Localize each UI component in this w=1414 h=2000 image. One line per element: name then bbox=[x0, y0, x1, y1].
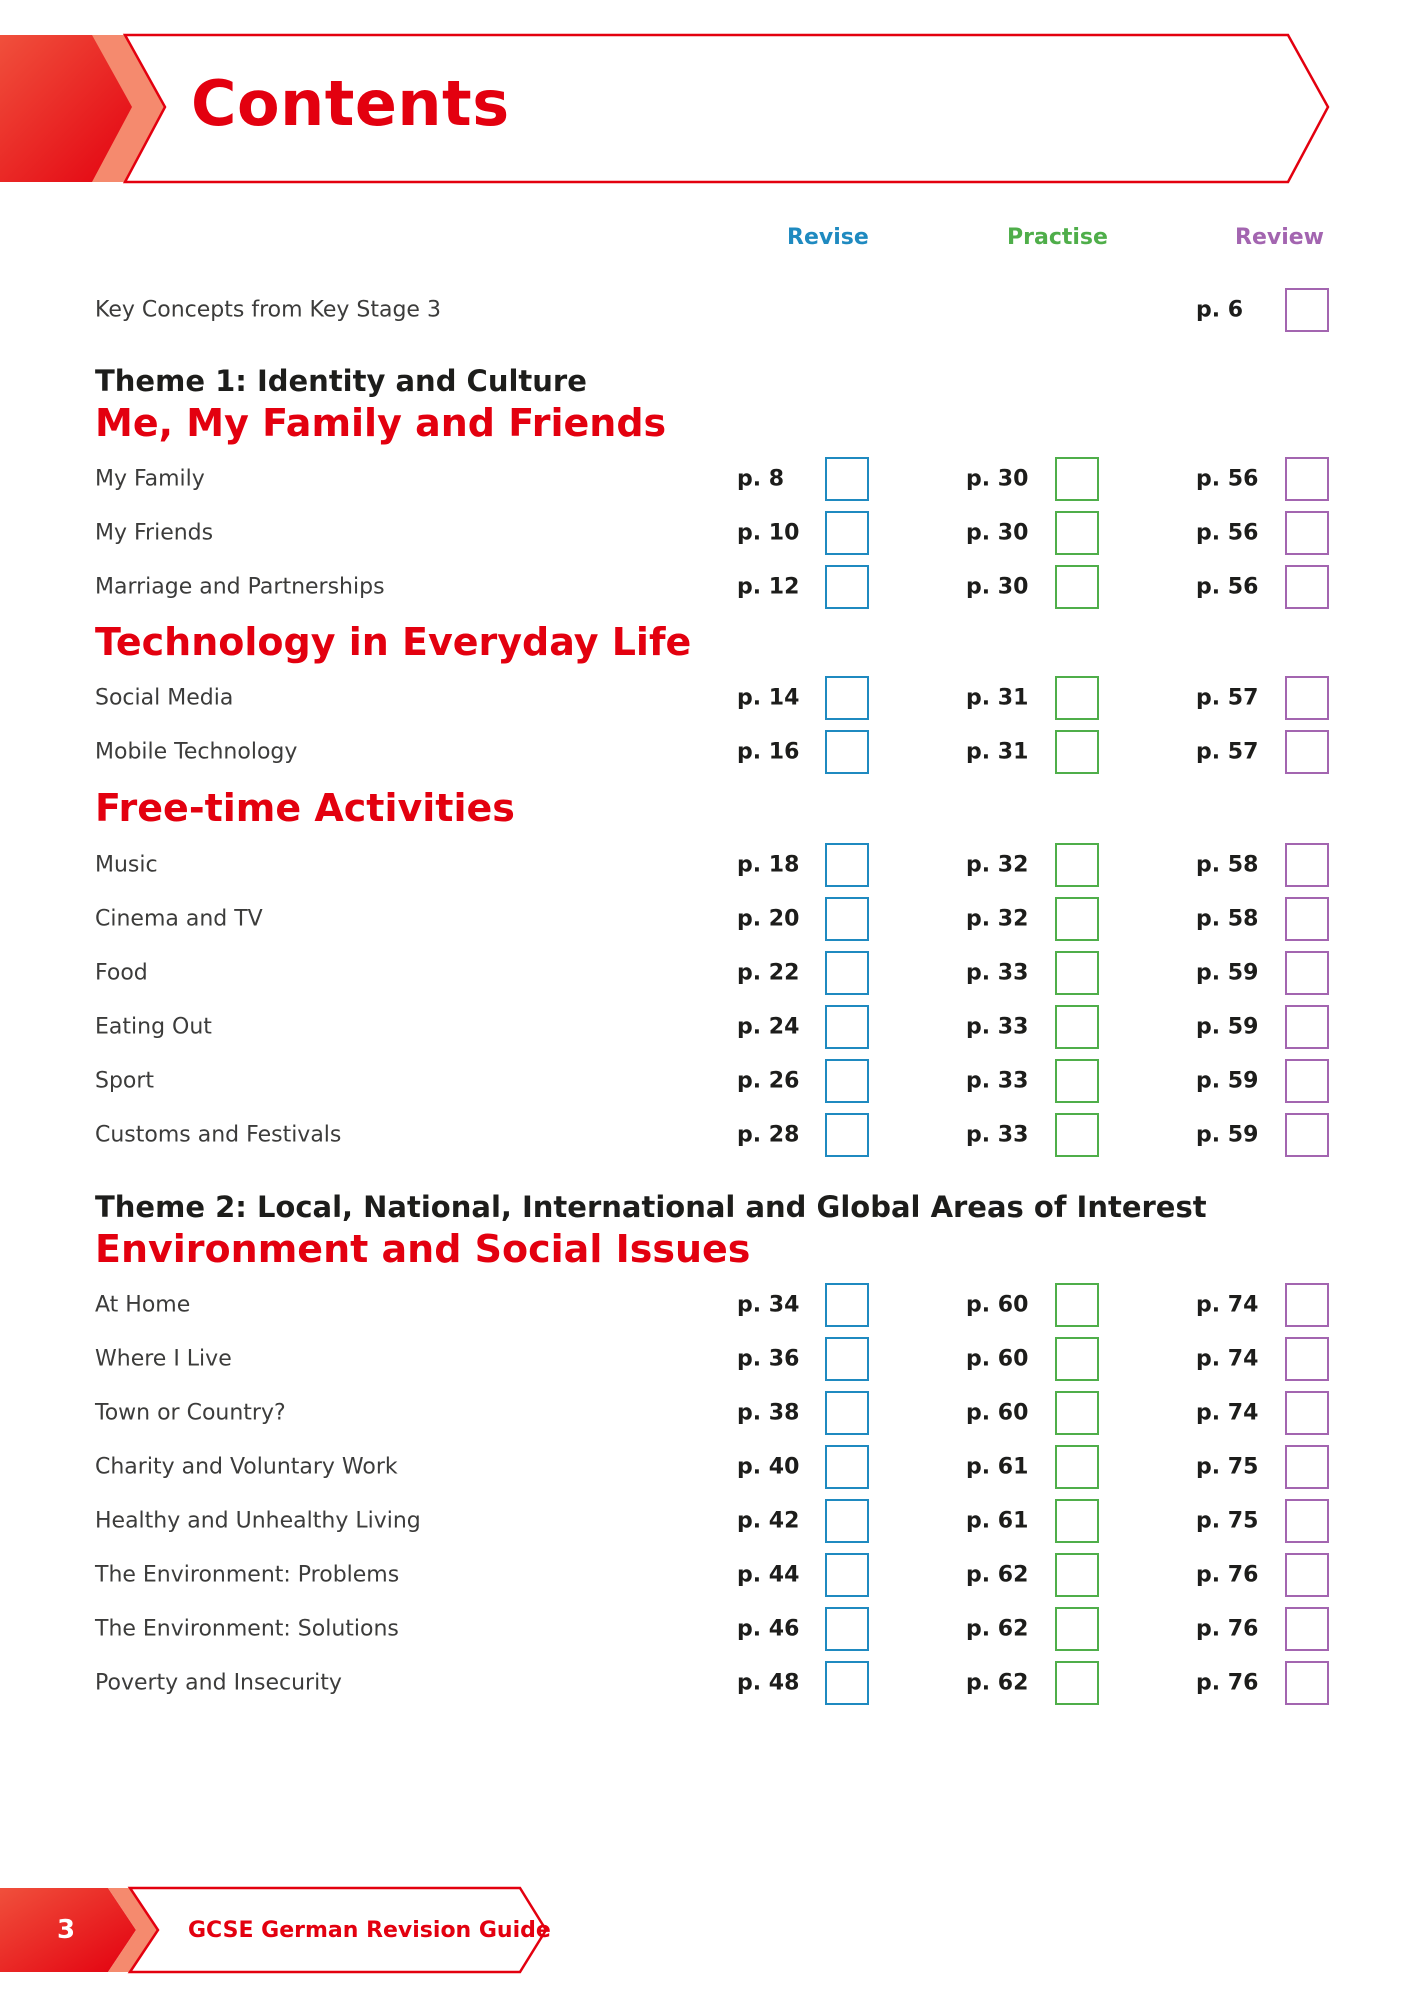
table-row bbox=[0, 1548, 1414, 1602]
table-row bbox=[0, 1108, 1414, 1162]
table-row bbox=[0, 560, 1414, 614]
theme-title: Theme 1: Identity and Culture bbox=[95, 364, 587, 398]
row-label: Town or Country? bbox=[95, 1400, 286, 1426]
page-title: Contents bbox=[191, 67, 510, 140]
section-title: Free-time Activities bbox=[95, 786, 515, 830]
practise-page-ref: p. 61 bbox=[966, 1454, 1029, 1480]
revise-page-ref: p. 20 bbox=[737, 906, 800, 932]
revise-page-ref: p. 46 bbox=[737, 1616, 800, 1642]
revise-page-ref: p. 24 bbox=[737, 1014, 800, 1040]
practise-page-ref: p. 33 bbox=[966, 1068, 1029, 1094]
review-page-ref: p. 76 bbox=[1196, 1616, 1259, 1642]
review-checkbox[interactable] bbox=[1285, 288, 1329, 332]
review-page-ref: p. 74 bbox=[1196, 1346, 1259, 1372]
review-page-ref: p. 58 bbox=[1196, 852, 1259, 878]
revise-page-ref: p. 40 bbox=[737, 1454, 800, 1480]
review-checkbox[interactable] bbox=[1285, 676, 1329, 720]
revise-page-ref: p. 10 bbox=[737, 520, 800, 546]
practise-page-ref: p. 60 bbox=[966, 1400, 1029, 1426]
row-label: Customs and Festivals bbox=[95, 1122, 342, 1148]
review-checkbox[interactable] bbox=[1285, 1607, 1329, 1651]
row-label: Charity and Voluntary Work bbox=[95, 1454, 398, 1480]
review-page-ref: p. 56 bbox=[1196, 466, 1259, 492]
revise-checkbox[interactable] bbox=[825, 676, 869, 720]
table-row bbox=[0, 1440, 1414, 1494]
theme-title: Theme 2: Local, National, International and Global Areas of Interest bbox=[95, 1190, 1207, 1224]
column-header-revise: Revise bbox=[787, 225, 869, 250]
table-row bbox=[0, 892, 1414, 946]
practise-checkbox[interactable] bbox=[1055, 565, 1099, 609]
practise-page-ref: p. 30 bbox=[966, 466, 1029, 492]
book-title: GCSE German Revision Guide bbox=[188, 1918, 551, 1943]
revise-checkbox[interactable] bbox=[825, 1113, 869, 1157]
revise-checkbox[interactable] bbox=[825, 1005, 869, 1049]
table-row bbox=[0, 452, 1414, 506]
review-page-ref: p. 59 bbox=[1196, 1068, 1259, 1094]
review-checkbox[interactable] bbox=[1285, 843, 1329, 887]
practise-page-ref: p. 32 bbox=[966, 852, 1029, 878]
practise-checkbox[interactable] bbox=[1055, 1337, 1099, 1381]
revise-checkbox[interactable] bbox=[825, 565, 869, 609]
practise-page-ref: p. 60 bbox=[966, 1292, 1029, 1318]
table-row bbox=[0, 946, 1414, 1000]
review-page-ref: p. 74 bbox=[1196, 1292, 1259, 1318]
row-label: Key Concepts from Key Stage 3 bbox=[95, 297, 441, 323]
table-row bbox=[0, 838, 1414, 892]
revise-checkbox[interactable] bbox=[825, 457, 869, 501]
practise-checkbox[interactable] bbox=[1055, 1391, 1099, 1435]
practise-page-ref: p. 30 bbox=[966, 574, 1029, 600]
row-label: Eating Out bbox=[95, 1014, 212, 1040]
page-number: 3 bbox=[57, 1915, 76, 1945]
row-label: The Environment: Solutions bbox=[95, 1616, 399, 1642]
review-page-ref: p. 75 bbox=[1196, 1454, 1259, 1480]
revise-page-ref: p. 16 bbox=[737, 739, 800, 765]
revise-page-ref: p. 42 bbox=[737, 1508, 800, 1534]
review-page-ref: p. 76 bbox=[1196, 1670, 1259, 1696]
revise-checkbox[interactable] bbox=[825, 1607, 869, 1651]
practise-checkbox[interactable] bbox=[1055, 457, 1099, 501]
practise-page-ref: p. 62 bbox=[966, 1670, 1029, 1696]
column-header-review: Review bbox=[1235, 225, 1324, 250]
review-page-ref: p. 59 bbox=[1196, 1014, 1259, 1040]
practise-checkbox[interactable] bbox=[1055, 1553, 1099, 1597]
review-checkbox[interactable] bbox=[1285, 1059, 1329, 1103]
review-page-ref: p. 59 bbox=[1196, 1122, 1259, 1148]
table-row bbox=[0, 1000, 1414, 1054]
revise-page-ref: p. 44 bbox=[737, 1562, 800, 1588]
practise-checkbox[interactable] bbox=[1055, 1661, 1099, 1705]
review-checkbox[interactable] bbox=[1285, 1553, 1329, 1597]
review-checkbox[interactable] bbox=[1285, 1283, 1329, 1327]
row-label: Sport bbox=[95, 1068, 155, 1094]
revise-page-ref: p. 22 bbox=[737, 960, 800, 986]
revise-page-ref: p. 34 bbox=[737, 1292, 800, 1318]
practise-checkbox[interactable] bbox=[1055, 897, 1099, 941]
revise-checkbox[interactable] bbox=[825, 730, 869, 774]
review-checkbox[interactable] bbox=[1285, 1337, 1329, 1381]
review-checkbox[interactable] bbox=[1285, 1113, 1329, 1157]
practise-checkbox[interactable] bbox=[1055, 1499, 1099, 1543]
revise-page-ref: p. 36 bbox=[737, 1346, 800, 1372]
review-checkbox[interactable] bbox=[1285, 457, 1329, 501]
practise-page-ref: p. 33 bbox=[966, 1014, 1029, 1040]
review-checkbox[interactable] bbox=[1285, 511, 1329, 555]
revise-checkbox[interactable] bbox=[825, 843, 869, 887]
review-checkbox[interactable] bbox=[1285, 1499, 1329, 1543]
practise-checkbox[interactable] bbox=[1055, 730, 1099, 774]
practise-page-ref: p. 62 bbox=[966, 1562, 1029, 1588]
practise-checkbox[interactable] bbox=[1055, 1283, 1099, 1327]
revise-page-ref: p. 18 bbox=[737, 852, 800, 878]
revise-checkbox[interactable] bbox=[825, 511, 869, 555]
practise-page-ref: p. 62 bbox=[966, 1616, 1029, 1642]
key-concepts-row bbox=[0, 283, 1414, 337]
review-page-ref: p. 76 bbox=[1196, 1562, 1259, 1588]
review-checkbox[interactable] bbox=[1285, 1391, 1329, 1435]
practise-checkbox[interactable] bbox=[1055, 951, 1099, 995]
revise-checkbox[interactable] bbox=[825, 951, 869, 995]
table-row bbox=[0, 1332, 1414, 1386]
row-label: Cinema and TV bbox=[95, 906, 263, 932]
practise-checkbox[interactable] bbox=[1055, 1445, 1099, 1489]
table-row bbox=[0, 671, 1414, 725]
practise-page-ref: p. 33 bbox=[966, 960, 1029, 986]
practise-page-ref: p. 61 bbox=[966, 1508, 1029, 1534]
table-row bbox=[0, 506, 1414, 560]
revise-checkbox[interactable] bbox=[825, 1337, 869, 1381]
table-row bbox=[0, 1386, 1414, 1440]
table-row bbox=[0, 1602, 1414, 1656]
row-label: My Friends bbox=[95, 520, 214, 546]
review-page-ref: p. 56 bbox=[1196, 574, 1259, 600]
row-label: Social Media bbox=[95, 685, 234, 711]
review-page-ref: p. 57 bbox=[1196, 739, 1259, 765]
section-title: Me, My Family and Friends bbox=[95, 401, 667, 445]
revise-page-ref: p. 14 bbox=[737, 685, 800, 711]
practise-checkbox[interactable] bbox=[1055, 1059, 1099, 1103]
section-title: Environment and Social Issues bbox=[95, 1227, 751, 1271]
practise-checkbox[interactable] bbox=[1055, 676, 1099, 720]
table-row bbox=[0, 1278, 1414, 1332]
practise-checkbox[interactable] bbox=[1055, 511, 1099, 555]
row-label: Music bbox=[95, 852, 158, 878]
revise-checkbox[interactable] bbox=[825, 1445, 869, 1489]
revise-checkbox[interactable] bbox=[825, 1391, 869, 1435]
revise-page-ref: p. 28 bbox=[737, 1122, 800, 1148]
practise-checkbox[interactable] bbox=[1055, 1005, 1099, 1049]
row-label: Poverty and Insecurity bbox=[95, 1670, 342, 1696]
revise-page-ref: p. 26 bbox=[737, 1068, 800, 1094]
practise-checkbox[interactable] bbox=[1055, 843, 1099, 887]
table-row bbox=[0, 1494, 1414, 1548]
table-row bbox=[0, 1656, 1414, 1710]
revise-page-ref: p. 38 bbox=[737, 1400, 800, 1426]
row-label: Marriage and Partnerships bbox=[95, 574, 385, 600]
review-checkbox[interactable] bbox=[1285, 951, 1329, 995]
practise-checkbox[interactable] bbox=[1055, 1113, 1099, 1157]
review-page-ref: p. 6 bbox=[1196, 297, 1244, 323]
practise-checkbox[interactable] bbox=[1055, 1607, 1099, 1651]
row-label: Food bbox=[95, 960, 148, 986]
review-page-ref: p. 58 bbox=[1196, 906, 1259, 932]
review-checkbox[interactable] bbox=[1285, 1445, 1329, 1489]
review-checkbox[interactable] bbox=[1285, 897, 1329, 941]
review-checkbox[interactable] bbox=[1285, 565, 1329, 609]
revise-checkbox[interactable] bbox=[825, 897, 869, 941]
row-label: Mobile Technology bbox=[95, 739, 298, 765]
column-header-practise: Practise bbox=[1007, 225, 1108, 250]
review-checkbox[interactable] bbox=[1285, 730, 1329, 774]
section-title: Technology in Everyday Life bbox=[95, 620, 692, 664]
practise-page-ref: p. 32 bbox=[966, 906, 1029, 932]
row-label: Healthy and Unhealthy Living bbox=[95, 1508, 421, 1534]
review-checkbox[interactable] bbox=[1285, 1661, 1329, 1705]
review-page-ref: p. 57 bbox=[1196, 685, 1259, 711]
review-page-ref: p. 59 bbox=[1196, 960, 1259, 986]
revise-checkbox[interactable] bbox=[825, 1553, 869, 1597]
table-row bbox=[0, 1054, 1414, 1108]
review-page-ref: p. 56 bbox=[1196, 520, 1259, 546]
practise-page-ref: p. 31 bbox=[966, 739, 1029, 765]
practise-page-ref: p. 60 bbox=[966, 1346, 1029, 1372]
revise-checkbox[interactable] bbox=[825, 1499, 869, 1543]
review-checkbox[interactable] bbox=[1285, 1005, 1329, 1049]
row-label: Where I Live bbox=[95, 1346, 232, 1372]
review-page-ref: p. 75 bbox=[1196, 1508, 1259, 1534]
review-page-ref: p. 74 bbox=[1196, 1400, 1259, 1426]
row-label: At Home bbox=[95, 1292, 191, 1318]
practise-page-ref: p. 30 bbox=[966, 520, 1029, 546]
revise-page-ref: p. 8 bbox=[737, 466, 785, 492]
practise-page-ref: p. 31 bbox=[966, 685, 1029, 711]
revise-checkbox[interactable] bbox=[825, 1661, 869, 1705]
table-row bbox=[0, 725, 1414, 779]
revise-page-ref: p. 48 bbox=[737, 1670, 800, 1696]
revise-page-ref: p. 12 bbox=[737, 574, 800, 600]
revise-checkbox[interactable] bbox=[825, 1059, 869, 1103]
row-label: My Family bbox=[95, 466, 205, 492]
row-label: The Environment: Problems bbox=[95, 1562, 400, 1588]
practise-page-ref: p. 33 bbox=[966, 1122, 1029, 1148]
revise-checkbox[interactable] bbox=[825, 1283, 869, 1327]
